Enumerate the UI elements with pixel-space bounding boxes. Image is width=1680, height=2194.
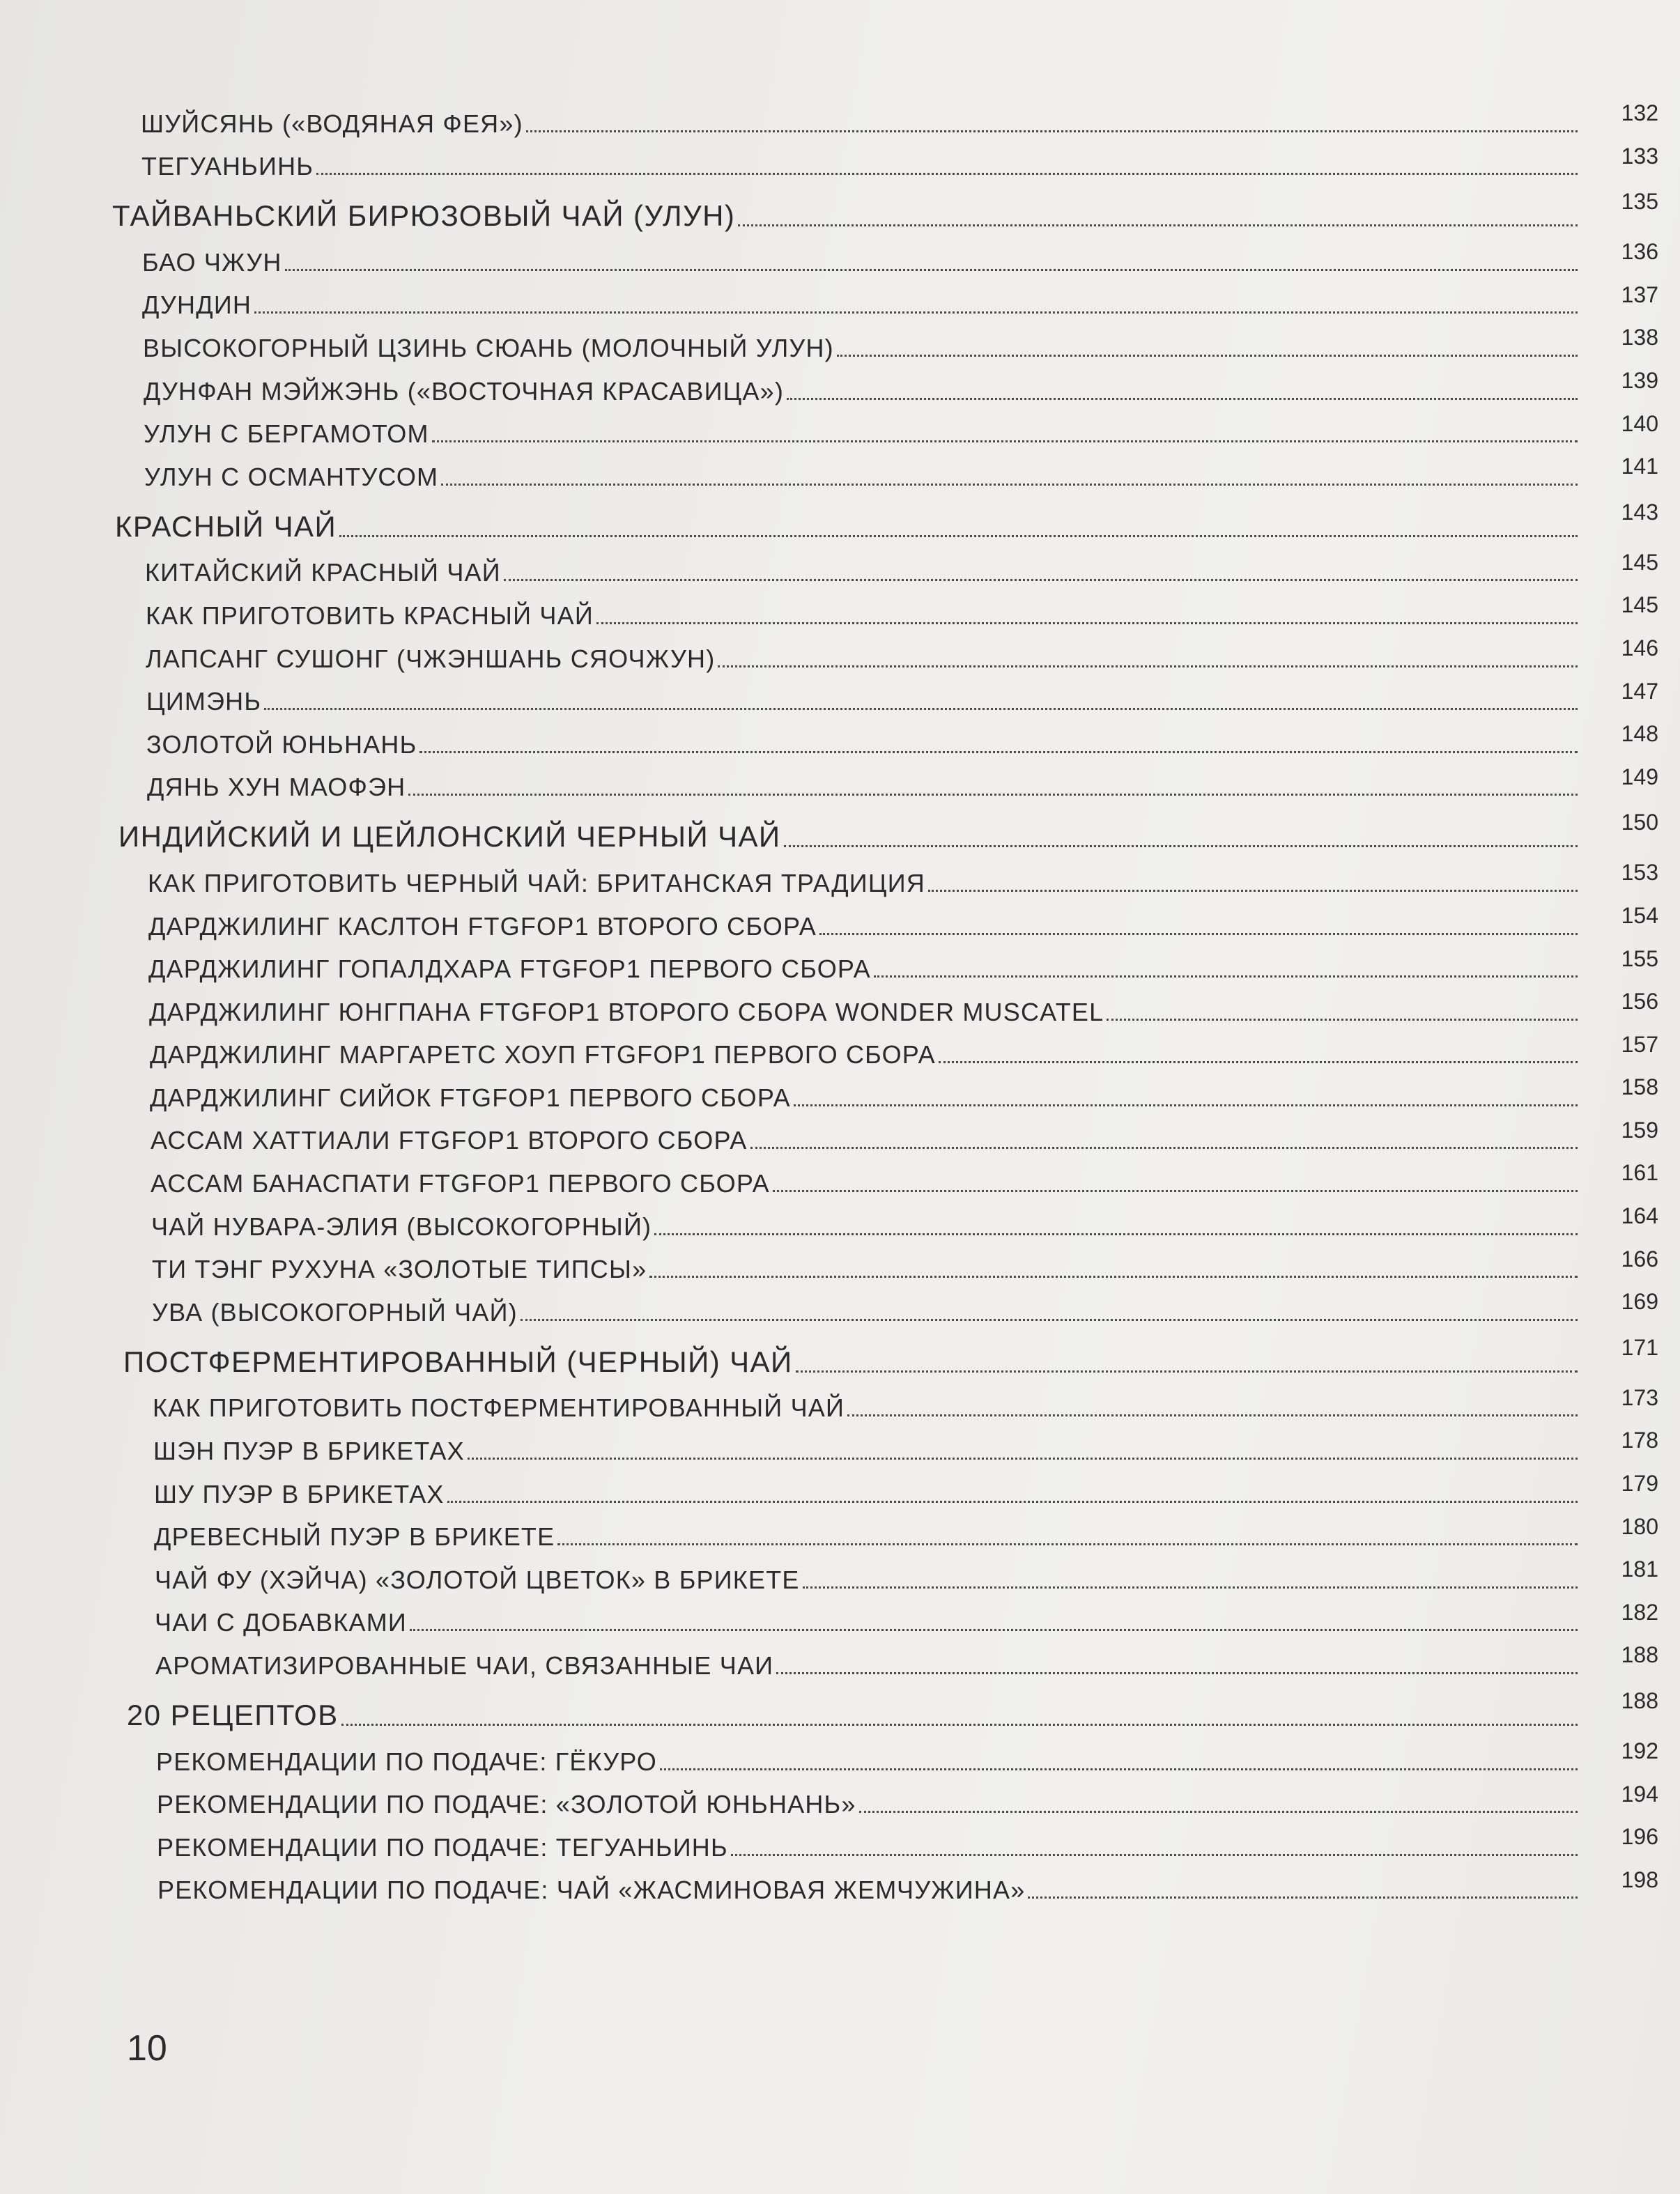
toc-entry-title: ДАРДЖИЛИНГ СИЙОК FTGFOP1 ПЕРВОГО СБОРА <box>150 1083 791 1112</box>
dot-leader <box>468 1458 1578 1460</box>
toc-entry-page: 182 <box>1621 1599 1658 1625</box>
toc-entry <box>111 1736 1658 1779</box>
toc-entry-page: 159 <box>1621 1117 1658 1143</box>
dot-leader <box>731 1854 1578 1856</box>
toc-entry <box>111 547 1658 590</box>
toc-entry-page: 188 <box>1621 1642 1658 1668</box>
dot-leader <box>504 579 1578 581</box>
toc-entry-page: 138 <box>1621 325 1658 350</box>
toc-entry-title: ТИ ТЭНГ РУХУНА «ЗОЛОТЫЕ ТИПСЫ» <box>152 1255 647 1284</box>
dot-leader <box>939 1061 1578 1063</box>
toc-entry-page: 157 <box>1621 1031 1658 1057</box>
toc-entry-page: 154 <box>1621 902 1658 928</box>
dot-leader <box>773 1190 1578 1192</box>
toc-entry <box>111 1286 1658 1329</box>
toc-entry-title: КИТАЙСКИЙ КРАСНЫЙ ЧАЙ <box>145 558 501 587</box>
toc-section-entry <box>111 494 1658 547</box>
dot-leader <box>1107 1019 1578 1021</box>
dot-leader <box>264 708 1578 710</box>
toc-entry-page: 192 <box>1621 1738 1658 1763</box>
toc-entry <box>111 1821 1658 1864</box>
toc-entry-title: ДАРДЖИЛИНГ КАСЛТОН FTGFOP1 ВТОРОГО СБОРА <box>148 911 817 941</box>
toc-entry-page: 166 <box>1621 1246 1658 1272</box>
toc-entry-title: ДУНФАН МЭЙЖЭНЬ («ВОСТОЧНАЯ КРАСАВИЦА») <box>144 376 785 405</box>
toc-section-entry <box>111 183 1658 236</box>
toc-entry-page: 178 <box>1621 1428 1658 1453</box>
toc-entry <box>111 1864 1658 1908</box>
toc-entry-title: ДАРДЖИЛИНГ ГОПАЛДХАРА FTGFOP1 ПЕРВОГО СБОРА <box>148 955 871 984</box>
toc-entry <box>111 1554 1658 1597</box>
toc-entry-page: 137 <box>1621 281 1658 307</box>
toc-entry-title: ШУ ПУЭР В БРИКЕТАХ <box>154 1479 445 1508</box>
dot-leader <box>410 1629 1578 1631</box>
table-of-contents <box>111 98 1658 1907</box>
dot-leader <box>654 1233 1578 1235</box>
toc-entry <box>111 1029 1658 1072</box>
toc-entry-page: 155 <box>1621 945 1658 971</box>
toc-entry-page: 145 <box>1621 549 1658 575</box>
dot-leader <box>738 224 1578 226</box>
dot-leader <box>521 1319 1578 1321</box>
toc-entry-page: 140 <box>1621 410 1658 436</box>
toc-entry-title: ДАРДЖИЛИНГ ЮНГПАНА FTGFOP1 ВТОРОГО СБОРА WONDER MUSCATEL <box>149 997 1104 1026</box>
dot-leader <box>447 1501 1578 1503</box>
dot-leader <box>557 1543 1578 1545</box>
toc-entry <box>111 1382 1658 1426</box>
toc-entry-title: АССАМ ХАТТИАЛИ FTGFOP1 ВТОРОГО СБОРА <box>151 1126 748 1155</box>
toc-entry-title: РЕКОМЕНДАЦИИ ПО ПОДАЧЕ: ГЁКУРО <box>156 1747 657 1776</box>
toc-entry-title: ДРЕВЕСНЫЙ ПУЭР В БРИКЕТЕ <box>154 1522 555 1552</box>
dot-leader <box>526 130 1578 132</box>
toc-entry-page: 136 <box>1621 239 1658 265</box>
toc-entry-page: 171 <box>1621 1334 1658 1360</box>
toc-entry-title: ПОСТФЕРМЕНТИРОВАННЫЙ (ЧЕРНЫЙ) ЧАЙ <box>123 1345 793 1378</box>
dot-leader <box>339 535 1578 537</box>
toc-entry-page: 181 <box>1621 1556 1658 1582</box>
toc-entry-page: 135 <box>1621 189 1658 215</box>
toc-entry-title: ЦИМЭНЬ <box>146 687 262 716</box>
toc-entry <box>111 1597 1658 1640</box>
toc-entry <box>111 718 1658 762</box>
toc-entry <box>111 589 1658 633</box>
toc-entry-page: 156 <box>1621 989 1658 1014</box>
toc-entry-title: ШЭН ПУЭР В БРИКЕТАХ <box>153 1437 465 1466</box>
toc-entry-page: 188 <box>1621 1688 1658 1713</box>
toc-entry-page: 169 <box>1621 1289 1658 1315</box>
dot-leader <box>803 1586 1578 1589</box>
toc-entry-title: ЧАИ С ДОБАВКАМИ <box>155 1608 407 1637</box>
toc-entry-page: 149 <box>1621 764 1658 789</box>
toc-entry <box>111 1779 1658 1822</box>
toc-entry-page: 196 <box>1621 1824 1658 1850</box>
toc-entry-title: РЕКОМЕНДАЦИИ ПО ПОДАЧЕ: «ЗОЛОТОЙ ЮНЬНАНЬ» <box>157 1790 856 1819</box>
dot-leader <box>660 1768 1578 1770</box>
toc-entry-page: 143 <box>1621 499 1658 525</box>
toc-entry-title: 20 РЕЦЕПТОВ <box>127 1699 339 1731</box>
toc-entry-title: ТАЙВАНЬСКИЙ БИРЮЗОВЫЙ ЧАЙ (УЛУН) <box>112 199 736 233</box>
toc-entry-title: ЛАПСАНГ СУШОНГ (ЧЖЭНШАНЬ СЯОЧЖУН) <box>146 644 716 673</box>
toc-section-entry <box>111 804 1658 857</box>
dot-leader <box>649 1276 1578 1278</box>
toc-entry <box>111 1639 1658 1683</box>
toc-entry-page: 158 <box>1621 1074 1658 1100</box>
dot-leader <box>847 1414 1578 1416</box>
toc-entry-page: 146 <box>1621 635 1658 660</box>
toc-entry-title: КАК ПРИГОТОВИТЬ КРАСНЫЙ ЧАЙ <box>146 601 594 630</box>
toc-entry <box>111 1468 1658 1511</box>
toc-entry-title: АССАМ БАНАСПАТИ FTGFOP1 ПЕРВОГО СБОРА <box>151 1169 770 1198</box>
dot-leader <box>859 1811 1578 1813</box>
toc-entry-title: КАК ПРИГОТОВИТЬ ПОСТФЕРМЕНТИРОВАННЫЙ ЧАЙ <box>153 1393 845 1423</box>
toc-entry <box>111 1072 1658 1115</box>
dot-leader <box>819 933 1578 935</box>
toc-section-entry <box>111 1329 1658 1382</box>
toc-entry <box>111 857 1658 900</box>
dot-leader <box>796 1370 1578 1373</box>
toc-entry-page: 173 <box>1621 1384 1658 1410</box>
dot-leader <box>419 751 1578 753</box>
toc-entry-title: РЕКОМЕНДАЦИИ ПО ПОДАЧЕ: ТЕГУАНЬИНЬ <box>157 1832 728 1862</box>
toc-entry <box>111 676 1658 719</box>
dot-leader <box>837 355 1578 357</box>
toc-entry <box>111 1200 1658 1244</box>
toc-entry-title: ДАРДЖИЛИНГ МАРГАРЕТС ХОУП FTGFOP1 ПЕРВОГО СБОРА <box>150 1040 936 1069</box>
toc-entry <box>111 408 1658 451</box>
toc-entry-title: ДЯНЬ ХУН МАОФЭН <box>147 773 406 802</box>
toc-entry-page: 150 <box>1621 810 1658 835</box>
toc-entry-page: 164 <box>1621 1203 1658 1229</box>
toc-entry-title: ВЫСОКОГОРНЫЙ ЦЗИНЬ СЮАНЬ (МОЛОЧНЫЙ УЛУН) <box>143 333 834 362</box>
toc-entry <box>111 762 1658 805</box>
toc-entry-title: ДУНДИН <box>142 291 252 320</box>
toc-entry-page: 194 <box>1621 1781 1658 1807</box>
toc-entry <box>111 633 1658 676</box>
toc-entry-page: 180 <box>1621 1513 1658 1539</box>
toc-entry-title: АРОМАТИЗИРОВАННЫЕ ЧАИ, СВЯЗАННЫЕ ЧАИ <box>155 1651 774 1680</box>
toc-section-entry <box>111 1683 1658 1736</box>
toc-entry <box>111 322 1658 365</box>
toc-entry-page: 139 <box>1621 367 1658 393</box>
toc-entry-page: 141 <box>1621 454 1658 479</box>
toc-entry-title: ИНДИЙСКИЙ И ЦЕЙЛОНСКИЙ ЧЕРНЫЙ ЧАЙ <box>118 820 781 853</box>
toc-entry-page: 133 <box>1621 143 1658 169</box>
dot-leader <box>254 311 1578 314</box>
dot-leader <box>776 1672 1578 1674</box>
toc-entry-page: 147 <box>1621 678 1658 704</box>
toc-entry <box>111 236 1658 279</box>
toc-entry-page: 132 <box>1621 100 1658 125</box>
toc-entry <box>111 900 1658 943</box>
toc-entry-title: ТЕГУАНЬИНЬ <box>141 152 314 181</box>
toc-entry-title: ЧАЙ ФУ (ХЭЙЧА) «ЗОЛОТОЙ ЦВЕТОК» В БРИКЕТЕ <box>155 1565 800 1594</box>
toc-entry-title: УЛУН С ОСМАНТУСОМ <box>144 462 439 491</box>
toc-entry-title: КАК ПРИГОТОВИТЬ ЧЕРНЫЙ ЧАЙ: БРИТАНСКАЯ ТРАДИЦИЯ <box>148 868 925 897</box>
toc-entry-title: РЕКОМЕНДАЦИИ ПО ПОДАЧЕ: ЧАЙ «ЖАСМИНОВАЯ ЖЕМЧУЖИНА» <box>157 1876 1026 1905</box>
page-number: 10 <box>127 2028 167 2069</box>
dot-leader <box>750 1147 1578 1149</box>
dot-leader <box>1028 1896 1578 1899</box>
dot-leader <box>316 173 1578 175</box>
dot-leader <box>794 1104 1578 1106</box>
toc-entry-page: 198 <box>1621 1867 1658 1892</box>
toc-entry <box>111 1425 1658 1468</box>
dot-leader <box>408 794 1578 796</box>
toc-entry-title: ЧАЙ НУВАРА-ЭЛИЯ (ВЫСОКОГОРНЫЙ) <box>151 1212 652 1241</box>
toc-entry-page: 179 <box>1621 1471 1658 1497</box>
toc-entry <box>111 279 1658 323</box>
dot-leader <box>432 440 1578 442</box>
toc-entry-title: ЗОЛОТОЙ ЮНЬНАНЬ <box>146 729 417 759</box>
toc-entry <box>111 1511 1658 1554</box>
toc-entry-page: 161 <box>1621 1160 1658 1186</box>
toc-entry <box>111 986 1658 1029</box>
toc-entry-title: КРАСНЫЙ ЧАЙ <box>115 509 337 543</box>
toc-entry-page: 148 <box>1621 721 1658 747</box>
dot-leader <box>928 890 1578 892</box>
toc-entry <box>111 365 1658 408</box>
toc-entry-title: БАО ЧЖУН <box>142 247 282 277</box>
toc-entry-page: 145 <box>1621 592 1658 618</box>
toc-entry-title: УВА (ВЫСОКОГОРНЫЙ ЧАЙ) <box>152 1297 518 1327</box>
toc-entry-title: УЛУН С БЕРГАМОТОМ <box>144 419 429 449</box>
dot-leader <box>285 269 1578 271</box>
dot-leader <box>874 975 1578 978</box>
toc-entry <box>111 1244 1658 1287</box>
dot-leader <box>441 484 1578 486</box>
toc-entry <box>111 451 1658 494</box>
toc-entry <box>111 141 1658 184</box>
toc-entry <box>111 1157 1658 1200</box>
dot-leader <box>718 665 1578 667</box>
toc-entry-page: 153 <box>1621 860 1658 886</box>
toc-entry <box>111 1115 1658 1158</box>
dot-leader <box>787 398 1578 400</box>
toc-entry <box>111 98 1658 141</box>
dot-leader <box>784 845 1578 847</box>
toc-entry-title: ШУЙСЯНЬ («ВОДЯНАЯ ФЕЯ») <box>141 109 523 138</box>
dot-leader <box>341 1724 1578 1726</box>
dot-leader <box>596 622 1578 624</box>
toc-entry <box>111 943 1658 987</box>
